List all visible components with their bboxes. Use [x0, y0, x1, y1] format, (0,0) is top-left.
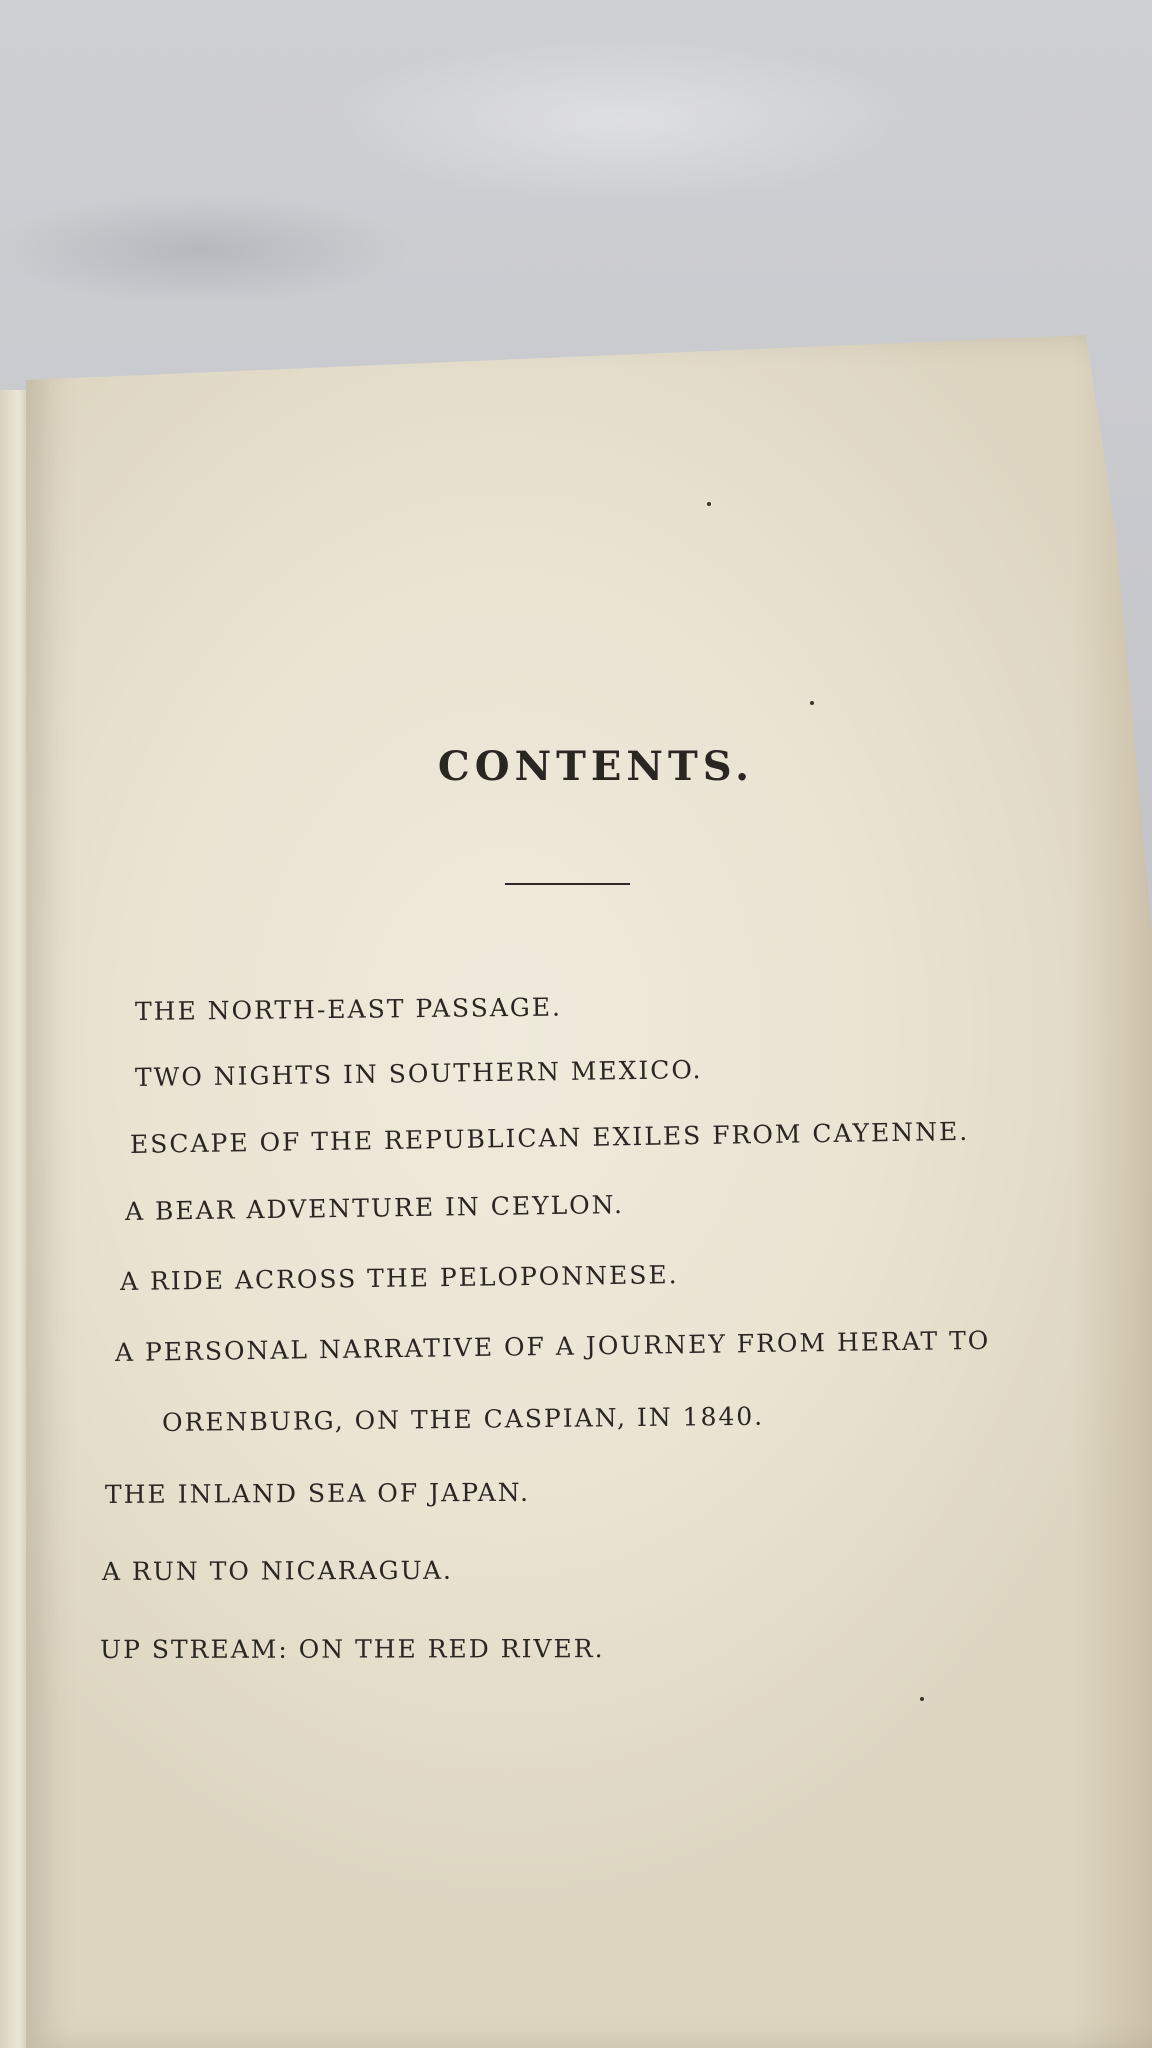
contents-heading: CONTENTS.: [437, 743, 755, 790]
toc-entry-cayenne: ESCAPE OF THE REPUBLICAN EXILES FROM CAYENNE.: [129, 1116, 970, 1159]
toc-entry-ceylon: A BEAR ADVENTURE IN CEYLON.: [124, 1190, 625, 1226]
cloth-backdrop: [0, 0, 1152, 300]
toc-entry-peloponnese: A RIDE ACROSS THE PELOPONNESE.: [119, 1260, 679, 1296]
toc-entry-herat-journey-continued: ORENBURG, ON THE CASPIAN, IN 1840.: [161, 1401, 765, 1437]
toc-entry-herat-journey: A PERSONAL NARRATIVE OF A JOURNEY FROM HERAT TO: [114, 1325, 991, 1367]
toc-entry-red-river: UP STREAM: ON THE RED RIVER.: [99, 1634, 605, 1664]
open-book: [0, 335, 1152, 2048]
table-of-contents: [0, 335, 1152, 2048]
toc-entry-inland-sea: THE INLAND SEA OF JAPAN.: [104, 1477, 531, 1509]
toc-entry-southern-mexico: TWO NIGHTS IN SOUTHERN MEXICO.: [134, 1055, 703, 1092]
toc-entry-nicaragua: A RUN TO NICARAGUA.: [101, 1555, 453, 1586]
paper-speck: [810, 701, 814, 705]
toc-entry-north-east-passage: THE NORTH-EAST PASSAGE.: [134, 992, 563, 1026]
paper-speck: [920, 1697, 924, 1701]
paper-speck: [707, 502, 711, 506]
